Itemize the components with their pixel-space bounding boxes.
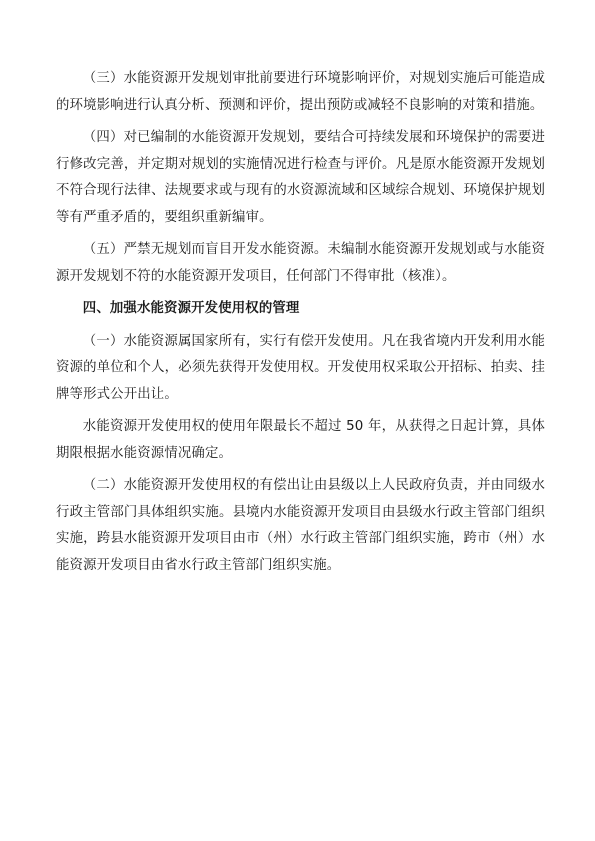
paragraph-3: （三）水能资源开发规划审批前要进行环境影响评价，对规划实施后可能造成的环境影响进行认真分析、预测和评价，提出预防或减轻不良影响的对策和措施。 (56, 71, 545, 113)
paragraph-4: （四）对已编制的水能资源开发规划，要结合可持续发展和环境保护的需要进行修改完善，并定期对规划的实施情况进行检查与评价。凡是原水能资源开发规划不符合现行法律、法规要求或与现有的水资源流域和区域综合规划、环境保护规划等有严重矛盾的，要组织重新编审。 (56, 130, 545, 225)
paragraph-5: （五）严禁无规划而盲目开发水能资源。未编制水能资源开发规划或与水能资源开发规划不符的水能资源开发项目，任何部门不得审批（核准）。 (56, 242, 545, 284)
section-heading: 四、加强水能资源开发使用权的管理 (82, 301, 300, 316)
document-body (56, 66, 545, 579)
section-paragraph-term: 水能资源开发使用权的使用年限最长不超过 50 年，从获得之日起计算，具体期限根据水能资源情况确定。 (56, 419, 545, 461)
section-paragraph-2: （二）水能资源开发使用权的有偿出让由县级以上人民政府负责，并由同级水行政主管部门具体组织实施。县境内水能资源开发项目由县级水行政主管部门组织实施，跨县水能资源开发项目由市（州）水行政主管部门组织实施，跨市（州）水能资源开发项目由省水行政主管部门组织实施。 (56, 478, 545, 573)
section-paragraph-1: （一）水能资源属国家所有，实行有偿开发使用。凡在我省境内开发利用水能资源的单位和个人，必须先获得开发使用权。开发使用权采取公开招标、拍卖、挂牌等形式公开出让。 (56, 333, 545, 402)
